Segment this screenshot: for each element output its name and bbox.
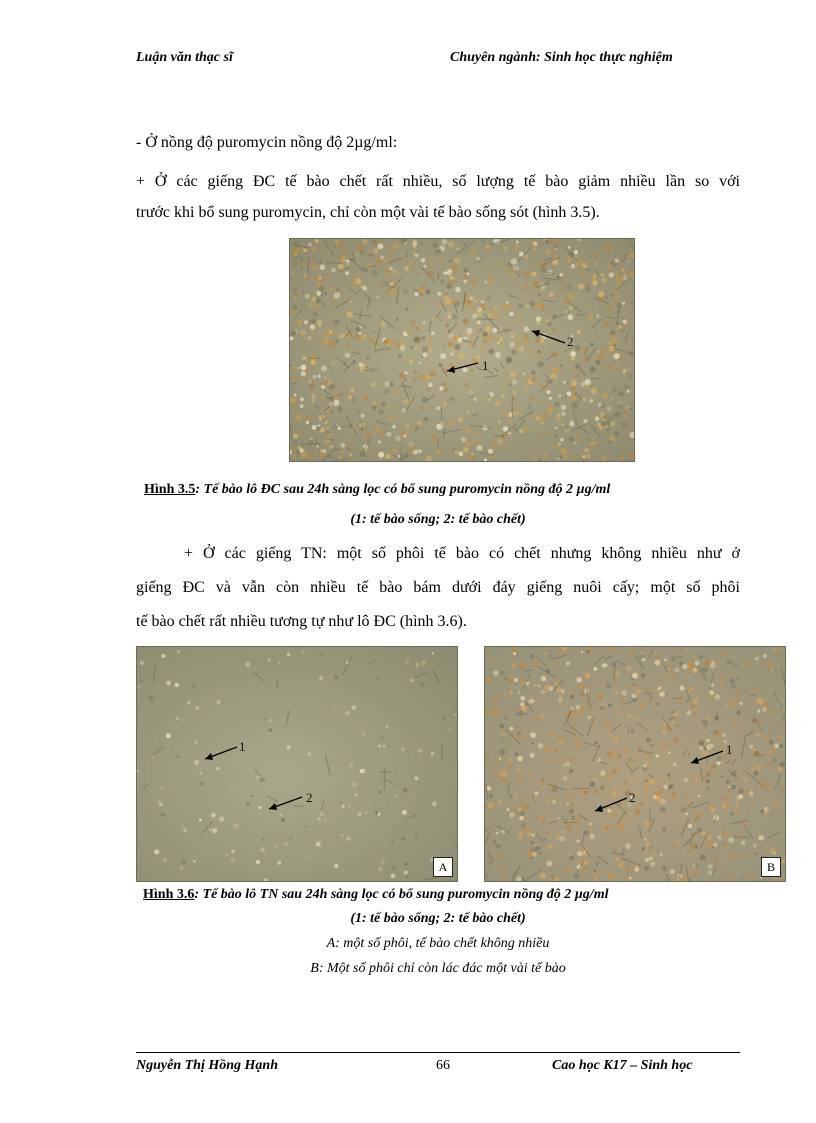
figure-3-6-panel-b — [484, 646, 786, 882]
figure-3-5-label: Hình 3.5 — [144, 482, 196, 497]
paragraph-tn-line3: tế bào chết rất nhiều tương tự như lô ĐC (hình 3.6). — [136, 613, 467, 630]
fig36a-arrow-label-2: 2 — [306, 790, 313, 805]
footer-program: Cao học K17 – Sinh học — [552, 1058, 693, 1073]
figure-3-5-micrograph — [289, 238, 635, 462]
header-right: Chuyên ngành: Sinh học thực nghiệm — [450, 50, 673, 65]
paragraph-tn-line2: giếng ĐC và vẫn còn nhiều tế bào bám dưới đáy giếng nuôi cấy; một số phôi — [136, 579, 740, 596]
figure-3-6-label: Hình 3.6 — [143, 887, 195, 902]
fig35-arrow-label-1: 1 — [482, 358, 489, 373]
fig36b-arrow-label-1: 1 — [726, 742, 733, 757]
paragraph-dc-line1: + Ở các giếng ĐC tế bào chết rất nhiều, số lượng tế bào giảm nhiều lần so với — [136, 173, 740, 190]
paragraph-concentration: - Ở nồng độ puromycin nồng độ 2µg/ml: — [136, 134, 398, 151]
header-left: Luận văn thạc sĩ — [136, 50, 233, 65]
figure-3-5-legend: (1: tế bào sống; 2: tế bào chết) — [350, 512, 526, 527]
figure-3-6-panel-a — [136, 646, 458, 882]
panel-a-letter: A — [433, 857, 453, 877]
paragraph-dc-line2: trước khi bổ sung puromycin, chỉ còn một vài tế bào sống sót (hình 3.5). — [136, 204, 600, 221]
figure-3-6-caption — [143, 887, 608, 903]
figure-3-5-caption-text: : Tế bào lô ĐC sau 24h sàng lọc có bổ sung puromycin nồng độ 2 µg/ml — [195, 482, 611, 497]
fig36a-arrow-label-1: 1 — [239, 739, 246, 754]
figure-3-5-caption — [144, 482, 610, 498]
figure-3-6-sub-b: B: Một số phôi chỉ còn lác đác một vài tế bào — [310, 961, 566, 976]
footer-rule — [136, 1052, 740, 1053]
paragraph-tn-line1: + Ở các giếng TN: một số phôi tế bào có chết nhưng không nhiều như ở — [184, 545, 740, 562]
footer-author: Nguyễn Thị Hồng Hạnh — [136, 1058, 278, 1073]
fig36b-arrow-label-2: 2 — [629, 790, 636, 805]
figure-3-6-caption-text: : Tế bào lô TN sau 24h sàng lọc có bổ sung puromycin nồng độ 2 µg/ml — [194, 887, 609, 902]
footer-page-number: 66 — [436, 1058, 450, 1073]
figure-3-6-sub-a: A: một số phôi, tế bào chết không nhiều — [326, 936, 550, 951]
panel-b-letter: B — [761, 857, 781, 877]
figure-3-6-legend: (1: tế bào sống; 2: tế bào chết) — [350, 911, 526, 926]
fig35-arrow-label-2: 2 — [567, 334, 574, 349]
